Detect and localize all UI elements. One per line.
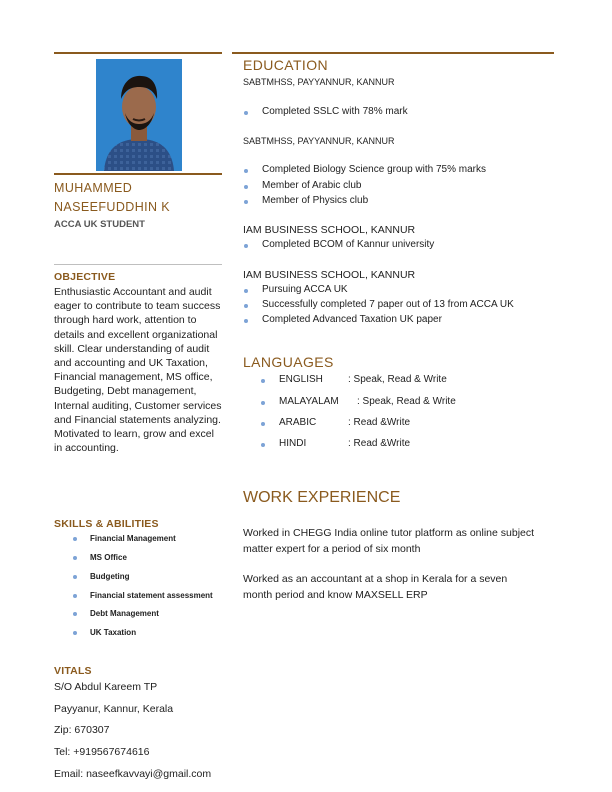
- bullet-icon: [244, 304, 248, 308]
- education-item: Pursuing ACCA UK: [262, 284, 348, 295]
- bullet-icon: [244, 111, 248, 115]
- first-name: MUHAMMED: [54, 181, 133, 195]
- objective-heading: OBJECTIVE: [54, 271, 116, 283]
- bullet-icon: [73, 575, 77, 579]
- bullet-icon: [73, 612, 77, 616]
- languages-heading: LANGUAGES: [243, 354, 334, 370]
- bullet-icon: [73, 594, 77, 598]
- vital-email: Email: naseefkavvayi@gmail.com: [54, 768, 212, 780]
- skill-item: Financial statement assessment: [90, 591, 213, 600]
- language-level: : Read &Write: [348, 417, 411, 428]
- skill-item: Debt Management: [90, 609, 159, 618]
- skill-item: MS Office: [90, 553, 127, 562]
- skill-item: UK Taxation: [90, 628, 137, 637]
- work-paragraph: Worked in CHEGG India online tutor platform as online subject matter expert for a period of six month: [243, 527, 535, 555]
- language-name: HINDI: [279, 438, 307, 449]
- last-name: NASEEFUDDHIN K: [54, 200, 171, 214]
- bullet-icon: [244, 244, 248, 248]
- education-school: SABTMHSS, PAYYANNUR, KANNUR: [243, 136, 395, 146]
- vital-address: Payyanur, Kannur, Kerala: [54, 703, 174, 715]
- bullet-icon: [73, 556, 77, 560]
- bullet-icon: [261, 443, 265, 447]
- vital-zip: Zip: 670307: [54, 724, 110, 736]
- bullet-icon: [261, 422, 265, 426]
- education-item: Completed Advanced Taxation UK paper: [262, 314, 442, 325]
- bullet-icon: [261, 379, 265, 383]
- bullet-icon: [244, 200, 248, 204]
- education-school: IAM BUSINESS SCHOOL, KANNUR: [243, 224, 416, 236]
- bullet-icon: [73, 537, 77, 541]
- bullet-icon: [244, 169, 248, 173]
- work-heading: WORK EXPERIENCE: [243, 489, 401, 506]
- education-item: Member of Physics club: [262, 195, 369, 206]
- education-item: Successfully completed 7 paper out of 13 from ACCA UK: [262, 299, 514, 310]
- education-heading: EDUCATION: [243, 57, 329, 73]
- language-level: : Speak, Read & Write: [348, 374, 447, 385]
- bullet-icon: [73, 631, 77, 635]
- work-paragraph: Worked as an accountant at a shop in Kerala for a seven month period and know MAXSELL ERP: [243, 573, 508, 601]
- top-right-rule: [232, 52, 554, 54]
- education-item: Member of Arabic club: [262, 180, 362, 191]
- language-name: ENGLISH: [279, 374, 323, 385]
- education-school: IAM BUSINESS SCHOOL, KANNUR: [243, 269, 416, 281]
- language-level: : Read &Write: [348, 438, 411, 449]
- education-item: Completed Biology Science group with 75% marks: [262, 164, 486, 175]
- skills-heading: SKILLS & ABILITIES: [54, 518, 159, 530]
- skill-item: Budgeting: [90, 572, 130, 581]
- vital-phone: Tel: +919567674616: [54, 746, 150, 758]
- bullet-icon: [261, 401, 265, 405]
- bullet-icon: [244, 289, 248, 293]
- top-left-rule: [54, 52, 222, 54]
- education-item: Completed SSLC with 78% mark: [262, 106, 408, 117]
- language-level: : Speak, Read & Write: [357, 396, 456, 407]
- skill-item: Financial Management: [90, 534, 176, 543]
- role-title: ACCA UK STUDENT: [54, 219, 145, 230]
- language-name: MALAYALAM: [279, 396, 339, 407]
- education-item: Completed BCOM of Kannur university: [262, 239, 435, 250]
- divider: [54, 264, 222, 265]
- person-icon: [96, 59, 182, 171]
- profile-photo: [96, 59, 182, 171]
- language-name: ARABIC: [279, 417, 317, 428]
- bullet-icon: [244, 185, 248, 189]
- bullet-icon: [244, 319, 248, 323]
- vitals-heading: VITALS: [54, 665, 92, 677]
- vital-parent: S/O Abdul Kareem TP: [54, 681, 158, 693]
- photo-bottom-rule: [54, 173, 222, 175]
- education-school: SABTMHSS, PAYYANNUR, KANNUR: [243, 77, 395, 87]
- objective-text: Enthusiastic Accountant and audit eager to contribute to team success through hard work, attention to details and excellent organizational skill. Clear understanding of audit and accounting and UK Taxation, Financial management, MS office, Budgeting, Debt management, Internal auditing, Customer services and Financial statements analyzing. Motivated to learn, grow and excel in accounting.: [54, 286, 222, 455]
